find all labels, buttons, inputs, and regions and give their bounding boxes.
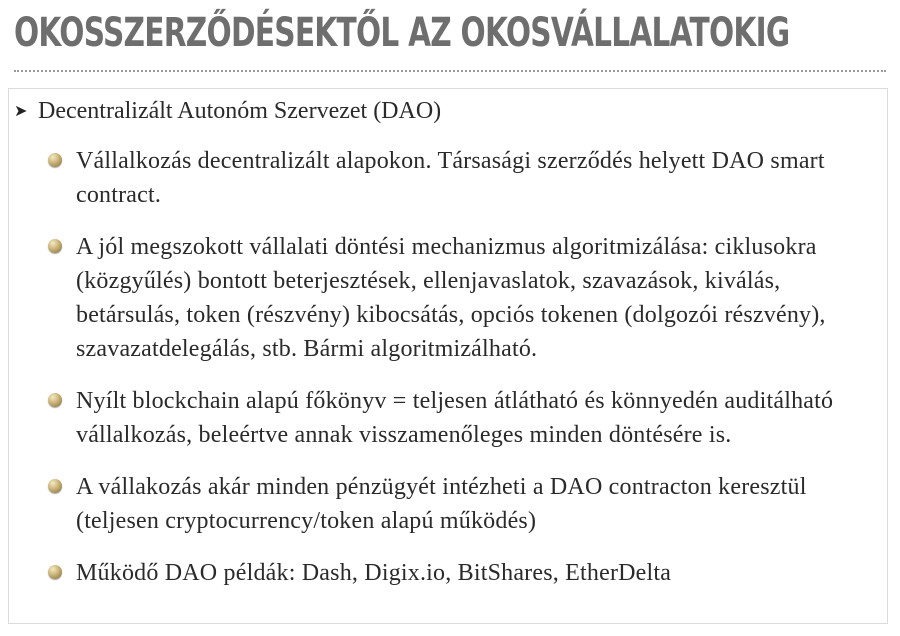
topic-line (14, 96, 874, 126)
round-bullet-icon (48, 565, 62, 579)
round-bullet-icon (48, 239, 62, 253)
bullet-text: A vállakozás akár minden pénzügyét intézheti a DAO contracton keresztül (teljesen cryptocurrency/token alapú működés) (76, 474, 807, 534)
bullet-item (48, 144, 888, 212)
slide-title: OKOSSZERZŐDÉSEKTŐL AZ OKOSVÁLLALATOKIG (14, 10, 790, 56)
bullet-text: A jól megszokott vállalati döntési mechanizmus algoritmizálása: ciklusokra (közgyűlés) bontott beterjesztések, ellenjavaslatok, szavazások, kiválás, betársulás, token (részvény) kibocsátás, opciós tokenen (dolgozói részvény), szavazatdelegálás, stb. Bármi algoritmizálható. (76, 234, 826, 362)
bullet-text: Működő DAO példák: Dash, Digix.io, BitShares, EtherDelta (76, 560, 672, 586)
arrow-bullet-icon: ➤ (14, 101, 28, 120)
bullet-item (48, 556, 888, 590)
bullet-list (48, 144, 888, 608)
round-bullet-icon (48, 479, 62, 493)
bullet-text: Nyílt blockchain alapú főkönyv = teljesen átlátható és könnyedén auditálható vállalkozás, beleértve annak visszamenőleges minden döntésére is. (76, 388, 834, 448)
bullet-item (48, 470, 888, 538)
bullet-item (48, 384, 888, 452)
round-bullet-icon (48, 153, 62, 167)
bullet-item (48, 230, 888, 366)
round-bullet-icon (48, 393, 62, 407)
topic-text: Decentralizált Autonóm Szervezet (DAO) (38, 98, 442, 124)
title-divider (14, 70, 886, 72)
bullet-text: Vállalkozás decentralizált alapokon. Társasági szerződés helyett DAO smart contract. (76, 148, 825, 208)
